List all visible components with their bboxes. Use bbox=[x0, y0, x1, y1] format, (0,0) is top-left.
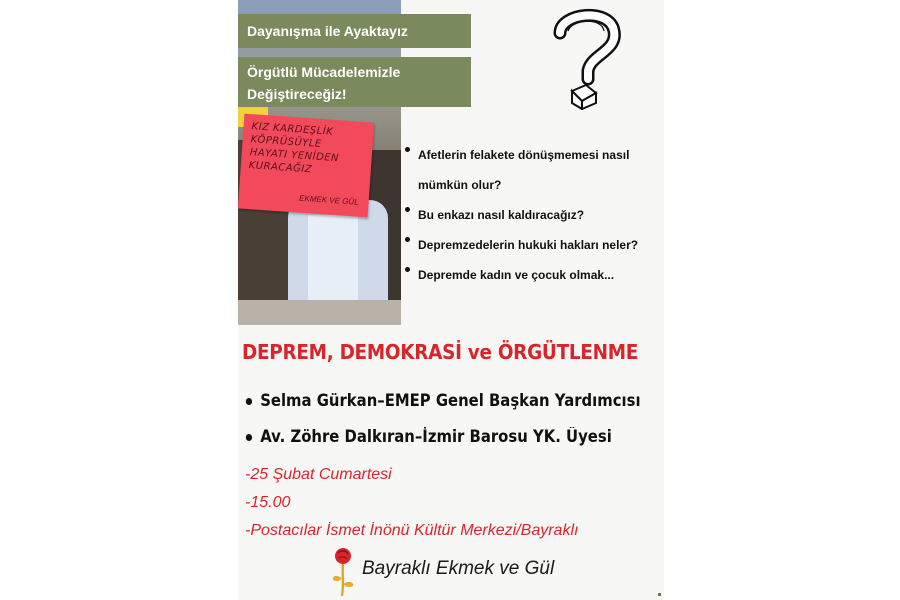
question-text: Bu enkazı nasıl kaldıracağız? bbox=[418, 208, 585, 222]
speaker-text: Av. Zöhre Dalkıran–İzmir Barosu YK. Üyesi bbox=[260, 427, 612, 446]
question-text: Afetlerin felakete dönüşmemesi nasıl bbox=[418, 148, 630, 162]
banner-line-2a: Örgütlü Mücadelemizle bbox=[247, 64, 401, 80]
protest-sign-signature: EKMEK VE GÜL bbox=[298, 193, 359, 207]
protest-sign bbox=[238, 114, 374, 218]
organizer-name: Bayraklı Ekmek ve Gül bbox=[362, 558, 555, 579]
event-venue: -Postacılar İsmet İnönü Kültür Merkezi/Bayraklı bbox=[245, 522, 579, 539]
speaker-item bbox=[244, 421, 622, 457]
question-list bbox=[402, 140, 664, 290]
question-text: mümkün olur? bbox=[418, 178, 502, 192]
protest-photo bbox=[238, 0, 401, 325]
bullet-icon bbox=[405, 267, 410, 272]
bullet-icon bbox=[246, 434, 252, 441]
speaker-item bbox=[244, 385, 641, 421]
bullet-icon bbox=[405, 207, 410, 212]
question-text: Depremzedelerin hukuki hakları neler? bbox=[418, 238, 639, 252]
question-item bbox=[402, 230, 664, 260]
protest-sign-text: KIZ KARDEŞLİK KÖPRÜSÜYLE HAYATI YENİDEN KURACAĞIZ bbox=[248, 121, 340, 176]
bullet-icon bbox=[405, 147, 410, 152]
banner-solidarity bbox=[238, 14, 471, 48]
event-poster bbox=[238, 0, 664, 600]
banner-line-2b: Değiştireceğiz! bbox=[247, 86, 347, 102]
bullet-icon bbox=[405, 237, 410, 242]
question-item bbox=[402, 140, 664, 200]
banner-struggle bbox=[238, 57, 471, 107]
question-mark-icon bbox=[530, 5, 630, 110]
bullet-icon bbox=[246, 398, 252, 405]
question-text: Depremde kadın ve çocuk olmak... bbox=[418, 268, 615, 282]
banner-line-1: Dayanışma ile Ayaktayız bbox=[247, 23, 408, 39]
speaker-text: Selma Gürkan–EMEP Genel Başkan Yardımcısı bbox=[260, 391, 641, 410]
speaker-list bbox=[244, 385, 664, 457]
event-time: -15.00 bbox=[245, 494, 291, 511]
event-title: DEPREM, DEMOKRASİ ve ÖRGÜTLENME bbox=[242, 340, 639, 364]
event-details bbox=[245, 462, 665, 546]
question-item bbox=[402, 260, 664, 290]
rose-icon bbox=[330, 544, 356, 596]
event-date: -25 Şubat Cumartesi bbox=[245, 466, 392, 483]
question-item bbox=[402, 200, 664, 230]
organizer-footer bbox=[330, 544, 630, 596]
